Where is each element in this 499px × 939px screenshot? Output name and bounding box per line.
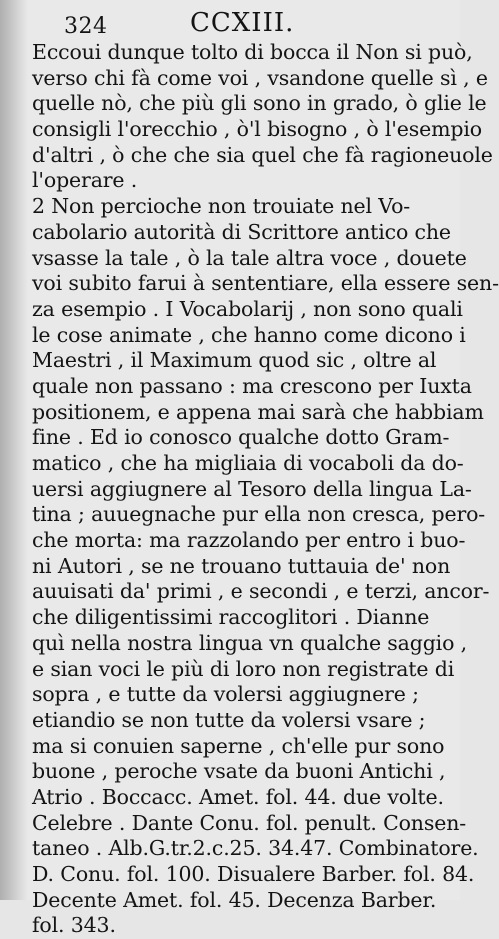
text-line: che morta: ma razzolando per entro i buo- (32, 528, 466, 553)
text-line: matico , che ha migliaia di vocaboli da do- (32, 451, 464, 475)
text-line: tina ; auuegnache pur ella non cresca, pero- (32, 502, 486, 527)
text-line: buone , peroche vsate da buoni Antichi , (32, 759, 446, 784)
text-line: fine . Ed io conosco qualche dotto Gram- (32, 425, 450, 450)
text-line: positionem, e appena mai sarà che habbiam (32, 399, 484, 424)
text-line: etiandio se non tutte da volersi vsare ; (32, 707, 426, 732)
text-line: D. Conu. fol. 100. Disualere Barber. fol. 84. (32, 862, 475, 886)
text-line: verso chi fà come voi , vsandone quelle sì , e (32, 65, 488, 90)
text-line: uersi aggiugnere al Tesoro della lingua La- (32, 476, 472, 501)
page-number: 324 (64, 14, 108, 39)
text-line: e sian voci le più di loro non registrate di (32, 656, 455, 681)
text-line: quelle nò, che più gli sono in grado, ò glie le (32, 91, 487, 116)
text-line: za esempio . I Vocabolarij , non sono quali (32, 296, 463, 321)
text-line: vsasse la tale , ò la tale altra voce , douete (32, 245, 467, 270)
text-line: Eccoui dunque tolto di bocca il Non si può, (32, 40, 473, 64)
text-line: cabolario autorità di Scrittore antico che (32, 219, 451, 244)
text-line: Maestri , il Maximum quod sic , oltre al (32, 348, 437, 373)
gutter-shadow (0, 0, 28, 900)
text-line: taneo . Alb.G.tr.2.c.25. 34.47. Combinatore. (32, 836, 479, 861)
text-line: ma si conuien saperne , ch'elle pur sono (32, 733, 445, 758)
text-line: d'altri , ò che che sia quel che fà ragioneuole (32, 142, 493, 167)
text-body (32, 40, 499, 939)
page-header (0, 6, 460, 42)
text-line: consigli l'orecchio , ò'l bisogno , ò l'esempio (32, 117, 482, 142)
text-line: Decente Amet. fol. 45. Decenza Barber. (32, 887, 437, 912)
text-line: quì nella nostra lingua vn qualche saggio , (32, 630, 468, 655)
text-line: sopra , e tutte da volersi aggiugnere ; (32, 682, 419, 707)
text-line: che diligentissimi raccoglitori . Dianne (32, 605, 430, 630)
text-line: quale non passano : ma crescono per Iuxta (32, 373, 472, 398)
text-line: fol. 343. (32, 913, 116, 938)
text-line: l'operare . (32, 168, 138, 193)
running-head: CCXIII. (190, 8, 295, 38)
text-line: Celebre . Dante Conu. fol. penult. Consen- (32, 810, 467, 835)
text-line: le cose animate , che hanno come dicono i (32, 322, 466, 347)
text-line: 2 Non percioche non trouiate nel Vo- (32, 194, 411, 219)
text-line: voi subito farui à sententiare, ella essere sen- (32, 271, 499, 296)
text-line: ni Autori , se ne trouano tuttauia de' non (32, 553, 451, 578)
text-line: auuisati da' primi , e secondi , e terzi, ancor- (32, 579, 490, 604)
text-line: Atrio . Boccacc. Amet. fol. 44. due volte. (32, 784, 444, 809)
